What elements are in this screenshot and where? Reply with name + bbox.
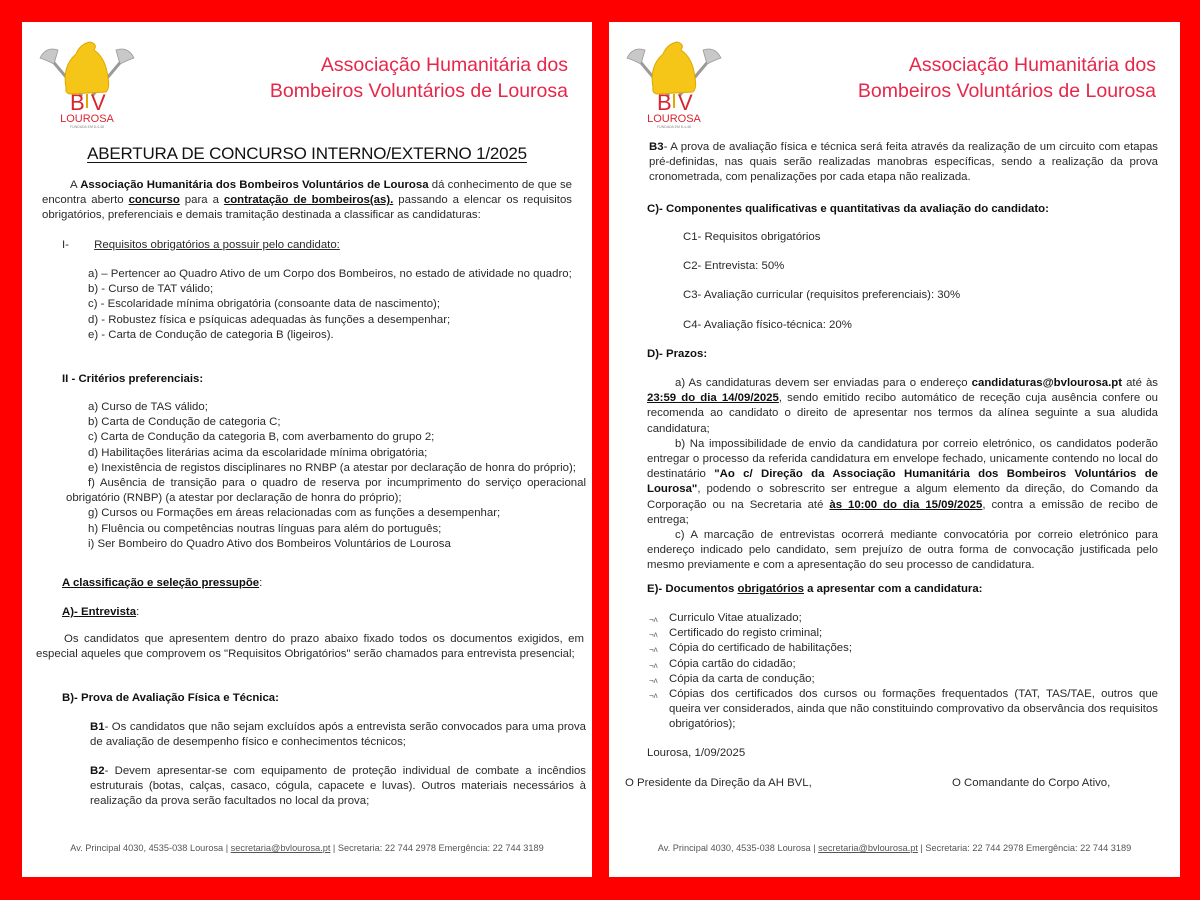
section-2-list (66, 400, 586, 552)
requirement-item: a) – Pertencer ao Quadro Ativo de um Corpo dos Bombeiros, no estado de atividade no quadro; (88, 268, 572, 280)
document-item: ¬ʌ Curriculo Vitae atualizado; (649, 611, 1158, 626)
section-1-list (66, 267, 586, 343)
evaluation-component: C2- Entrevista: 50% (683, 260, 785, 273)
evaluation-component: C1- Requisitos obrigatórios (683, 231, 821, 243)
bullet-icon: ¬ʌ (649, 691, 658, 701)
applications-email-link[interactable]: candidaturas@bvlourosa.pt (971, 377, 1123, 389)
section-d-heading: D)- Prazos: (647, 348, 708, 360)
deadline-a: a) As candidaturas devem ser enviadas para o endereço candidaturas@bvlourosa.pt até às 23:59 do dia 14/09/2025, sendo emitido recibo automático de receção cuja ausência confere ou recomenda ao candidato o direito de apresentar nos termos da alínea seguinte a sua aludida candidatura; (647, 377, 1158, 435)
section-c-heading: C)- Componentes qualificativas e quantitativas da avaliação do candidato: (647, 203, 1049, 215)
bullet-icon: ¬ʌ (649, 660, 658, 670)
section-b-heading: B)- Prova de Avaliação Física e Técnica: (62, 692, 279, 704)
document-item: ¬ʌ Cópia da carta de condução; (649, 672, 1158, 687)
helmet-icon (65, 42, 109, 94)
logo-tagline: FUNDADA EM 8-4-48 (656, 125, 692, 129)
classification-heading: A classificação e seleção pressupõe: (62, 577, 263, 589)
page-footer: Av. Principal 4030, 4535-038 Lourosa | secretaria@bvlourosa.pt | Secretaria: 22 744 2978 Emergência: 22 744 3189 (70, 843, 544, 853)
evaluation-component: C3- Avaliação curricular (requisitos preferenciais): 30% (683, 289, 961, 302)
bullet-icon: ¬ʌ (649, 615, 658, 624)
bvl-logo-icon (36, 38, 138, 130)
bullet-icon: ¬ʌ (649, 645, 658, 655)
concurso-term: concurso (128, 194, 180, 207)
delivery-deadline: às 10:00 do dia 15/09/2025 (829, 498, 983, 511)
helmet-icon (652, 42, 696, 94)
footer-email-link[interactable]: secretaria@bvlourosa.pt (230, 843, 331, 853)
email-deadline: 23:59 do dia 14/09/2025 (647, 392, 779, 405)
section-2-heading: II - Critérios preferenciais: (62, 373, 204, 385)
logo-letter-v: V (678, 90, 693, 115)
page-footer: Av. Principal 4030, 4535-038 Lourosa | secretaria@bvlourosa.pt | Secretaria: 22 744 2978 Emergência: 22 744 3189 (657, 843, 1132, 853)
bullet-icon: ¬ʌ (649, 630, 658, 640)
preference-item: f) Ausência de transição para o quadro de reserva por incumprimento do serviço operacional obrigatório (RNBP) (a atestar por declaração de honra do próprio); (66, 477, 586, 505)
bullet-icon: ¬ʌ (649, 675, 658, 685)
document-item: ¬ʌ Cópia do certificado de habilitações; (649, 641, 1158, 656)
org-name-line-1: Associação Humanitária dos (320, 54, 568, 76)
requirement-item: b) - Curso de TAT válido; (88, 283, 214, 296)
preference-item: d) Habilitações literárias acima da escolaridade mínima obrigatória; (88, 446, 428, 459)
preference-item: a) Curso de TAS válido; (88, 401, 208, 413)
document-page-2 (609, 22, 1180, 877)
document-title: ABERTURA DE CONCURSO INTERNO/EXTERNO 1/2025 (87, 144, 527, 163)
logo-name: LOUROSA (647, 113, 701, 125)
section-e-heading: E)- Documentos obrigatórios a apresentar com a candidatura: (647, 583, 983, 595)
preference-item: g) Cursos ou Formações em áreas relacionadas com as funções a desempenhar; (88, 507, 501, 520)
preference-item: c) Carta de Condução da categoria B, com averbamento do grupo 2; (88, 431, 435, 444)
organization-header (858, 52, 1156, 104)
section-a-heading: A)- Entrevista: (62, 606, 140, 618)
preference-item: b) Carta de Condução de categoria C; (88, 416, 281, 429)
section-a-text: Os candidatos que apresentem dentro do prazo abaixo fixado todos os documentos exigidos, em especial aqueles que comprovem os "Requisitos Obrigatórios" serão chamados para entrevista presencial; (36, 633, 584, 661)
footer-email-link[interactable]: secretaria@bvlourosa.pt (818, 843, 918, 853)
section-d-content (647, 376, 1158, 574)
bvl-logo-icon (623, 38, 725, 130)
logo-letter-v: V (91, 90, 106, 115)
intro-paragraph: A Associação Humanitária dos Bombeiros Voluntários de Lourosa dá conhecimento de que se encontra aberto concurso para a contratação de bombeiros(as). passando a elencar os requisitos obrigatórios, preferenciais e demais tramitação destinada a classificar as candidaturas: (42, 179, 572, 222)
logo-name: LOUROSA (60, 113, 114, 125)
requirement-item: c) - Escolaridade mínima obrigatória (consoante data de nascimento); (88, 298, 441, 311)
logo-letter-b: B (70, 90, 85, 115)
org-name-line-1: Associação Humanitária dos (908, 54, 1156, 76)
requirement-item: e) - Carta de Condução de categoria B (ligeiros). (88, 328, 334, 341)
place-date: Lourosa, 1/09/2025 (647, 747, 746, 759)
b3-paragraph: B3- A prova de avaliação física e técnica será feita através da realização de um circuito com etapas pré-definidas, nas quais serão realizadas manobras específicas, sendo a realização da prova cronometrada, com penalizações por cada etapa não realizada. (649, 141, 1158, 184)
organization-header (270, 52, 568, 104)
deadline-b: b) Na impossibilidade de envio da candidatura por correio eletrónico, os candidatos poderão entregar o processo da referida candidatura em envelope fechado, unicamente contendo no local do destinatário "Ao c/ Direção da Associação Humanitária dos Bombeiros Voluntários de Lourosa", podendo o sobrescrito ser entregue a algum elemento da direção, do Comando da Corporação ou na Secretaria até às 10:00 do dia 15/09/2025, contra a emissão de recibo de entrega; (647, 437, 1158, 526)
logo-tagline: FUNDADA EM 8-4-48 (69, 125, 105, 129)
section-1-heading: I- Requisitos obrigatórios a possuir pelo candidato: (62, 239, 340, 251)
requirement-item: d) - Robustez física e psíquicas adequadas às funções a desempenhar; (88, 313, 451, 326)
org-name-line-2: Bombeiros Voluntários de Lourosa (857, 80, 1156, 102)
required-documents-list (649, 611, 1158, 733)
section-c-list (683, 230, 960, 347)
document-page-1 (22, 22, 592, 877)
signature-commander: O Comandante do Corpo Ativo, (952, 777, 1111, 789)
contratacao-term: contratação de bombeiros(as). (223, 194, 394, 207)
b1-paragraph: B1- Os candidatos que não sejam excluídos após a entrevista serão convocados para uma prova de avaliação de desempenho físico e conhecimentos técnicos; (90, 721, 586, 749)
logo-letter-b: B (657, 90, 672, 115)
document-item: ¬ʌ Cópias dos certificados dos cursos ou formações frequentados (TAT, TAS/TAE, outros que queira ver considerados, ainda que não constituindo comprovativo da observância dos requisitos obrigatórios); (649, 688, 1158, 731)
preference-item: i) Ser Bombeiro do Quadro Ativo dos Bombeiros Voluntários de Lourosa (88, 537, 451, 550)
b2-paragraph: B2- Devem apresentar-se com equipamento de proteção individual de combate a incêndios estruturais (botas, calças, casaco, cógula, capacete e luvas). Outros materiais necessários à realização da prova serão facultados no local da prova; (90, 765, 586, 808)
org-name-line-2: Bombeiros Voluntários de Lourosa (269, 80, 568, 102)
deadline-c: c) A marcação de entrevistas ocorrerá mediante convocatória por correio eletrónico para endereço indicado pelo candidato, sem prejuízo de outra forma de convocação justificada pelo mesmo previamente e com a apresentação do seu processo de candidatura. (647, 529, 1158, 572)
preference-item: h) Fluência ou competências noutras línguas para além do português; (88, 522, 442, 535)
org-name-bold: Associação Humanitária dos Bombeiros Voluntários de Lourosa (80, 179, 429, 191)
document-item: ¬ʌ Cópia cartão do cidadão; (649, 657, 1158, 672)
preference-item: e) Inexistência de registos disciplinares no RNBP (a atestar por declaração de honra do próprio); (88, 461, 576, 474)
evaluation-component: C4- Avaliação físico-técnica: 20% (683, 318, 852, 331)
signature-president: O Presidente da Direção da AH BVL, (625, 777, 812, 789)
document-item: ¬ʌ Certificado do registo criminal; (649, 626, 1158, 641)
